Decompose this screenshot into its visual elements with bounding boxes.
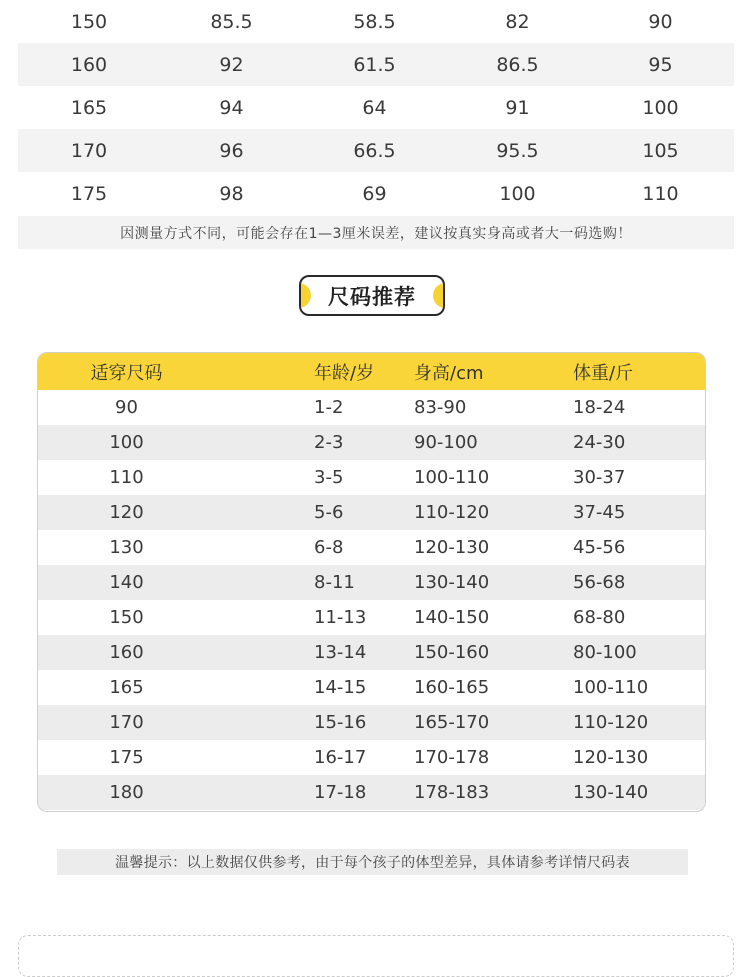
cell-age: 2-3 [314, 432, 344, 453]
table-row [38, 635, 705, 670]
cell-size: 165 [109, 677, 144, 698]
cell-weight: 45-56 [573, 537, 626, 558]
cell-height: 130-140 [414, 572, 490, 593]
table-cell: 175 [70, 182, 108, 205]
cell-size: 170 [109, 712, 144, 733]
table-row [38, 670, 705, 705]
cell-age: 16-17 [314, 747, 367, 768]
header-weight: 体重/斤 [573, 362, 634, 384]
cell-size: 100 [109, 432, 144, 453]
cell-age: 13-14 [314, 642, 367, 663]
table-cell: 100 [499, 182, 536, 205]
cell-height: 100-110 [414, 467, 490, 488]
table-cell: 86.5 [496, 53, 539, 76]
measurement-note: 因测量方式不同，可能会存在1—3厘米误差，建议按真实身高或者大一码选购！ [18, 216, 734, 249]
size-recommendation-table [37, 352, 706, 812]
section-title-badge [299, 275, 445, 316]
cell-size: 180 [109, 782, 144, 803]
cell-weight: 80-100 [573, 642, 637, 663]
table-row [18, 86, 734, 129]
cell-height: 90-100 [414, 432, 478, 453]
cell-weight: 110-120 [573, 712, 649, 733]
cell-age: 3-5 [314, 467, 344, 488]
tip-note: 温馨提示：以上数据仅供参考，由于每个孩子的体型差异，具体请参考详情尺码表 [57, 849, 688, 875]
cell-weight: 68-80 [573, 607, 626, 628]
table-cell: 66.5 [353, 139, 396, 162]
cell-height: 160-165 [414, 677, 490, 698]
cell-size: 160 [109, 642, 144, 663]
cell-size: 130 [109, 537, 144, 558]
header-height: 身高/cm [414, 362, 484, 384]
table-cell: 64 [362, 96, 387, 119]
cell-age: 11-13 [314, 607, 367, 628]
cell-height: 110-120 [414, 502, 490, 523]
table-row [38, 390, 705, 425]
cell-weight: 56-68 [573, 572, 626, 593]
cell-weight: 120-130 [573, 747, 649, 768]
table-row [38, 530, 705, 565]
cell-weight: 100-110 [573, 677, 649, 698]
cell-weight: 18-24 [573, 397, 626, 418]
table-row [38, 565, 705, 600]
cell-height: 140-150 [414, 607, 490, 628]
table-row [38, 495, 705, 530]
table-cell: 85.5 [210, 10, 253, 33]
cell-weight: 30-37 [573, 467, 626, 488]
table-header [38, 353, 705, 390]
next-section-frame [18, 935, 734, 977]
table-cell: 94 [219, 96, 244, 119]
table-cell: 150 [70, 10, 108, 33]
cell-height: 165-170 [414, 712, 490, 733]
table-row [38, 600, 705, 635]
table-cell: 170 [70, 139, 108, 162]
table-cell: 98 [219, 182, 244, 205]
cell-size: 90 [115, 397, 138, 418]
cell-height: 120-130 [414, 537, 490, 558]
table-cell: 160 [70, 53, 108, 76]
header-size: 适穿尺码 [90, 362, 163, 384]
table-cell: 90 [648, 10, 673, 33]
cell-weight: 24-30 [573, 432, 626, 453]
badge-frame [299, 275, 445, 316]
table-cell: 100 [642, 96, 679, 119]
cell-size: 120 [109, 502, 144, 523]
cell-height: 178-183 [414, 782, 490, 803]
cell-size: 140 [109, 572, 144, 593]
table-cell: 82 [505, 10, 530, 33]
cell-weight: 37-45 [573, 502, 626, 523]
table-row [18, 0, 734, 43]
table-cell: 91 [505, 96, 530, 119]
cell-age: 14-15 [314, 677, 367, 698]
header-age: 年龄/岁 [314, 362, 375, 384]
table-cell: 96 [219, 139, 244, 162]
table-row [38, 460, 705, 495]
cell-size: 175 [109, 747, 144, 768]
table-cell: 110 [642, 182, 679, 205]
table-row [38, 705, 705, 740]
cell-age: 8-11 [314, 572, 355, 593]
table-row [38, 775, 705, 810]
section-title: 尺码推荐 [328, 284, 416, 309]
cell-height: 170-178 [414, 747, 490, 768]
table-cell: 69 [362, 182, 387, 205]
table-cell: 95 [648, 53, 673, 76]
cell-age: 6-8 [314, 537, 344, 558]
table-row [38, 740, 705, 775]
table-row [18, 172, 734, 215]
cell-height: 150-160 [414, 642, 490, 663]
table-cell: 165 [70, 96, 108, 119]
table-cell: 95.5 [496, 139, 539, 162]
table-row [38, 425, 705, 460]
table-cell: 61.5 [353, 53, 396, 76]
cell-age: 5-6 [314, 502, 344, 523]
cell-size: 150 [109, 607, 144, 628]
cell-height: 83-90 [414, 397, 467, 418]
table-cell: 92 [219, 53, 244, 76]
table-body [38, 390, 705, 810]
table-cell: 105 [642, 139, 679, 162]
cell-size: 110 [109, 467, 144, 488]
table-cell: 58.5 [353, 10, 396, 33]
table-row [18, 129, 734, 172]
measurement-table [18, 0, 734, 215]
cell-age: 15-16 [314, 712, 367, 733]
cell-weight: 130-140 [573, 782, 649, 803]
cell-age: 1-2 [314, 397, 344, 418]
cell-age: 17-18 [314, 782, 367, 803]
table-row [18, 43, 734, 86]
